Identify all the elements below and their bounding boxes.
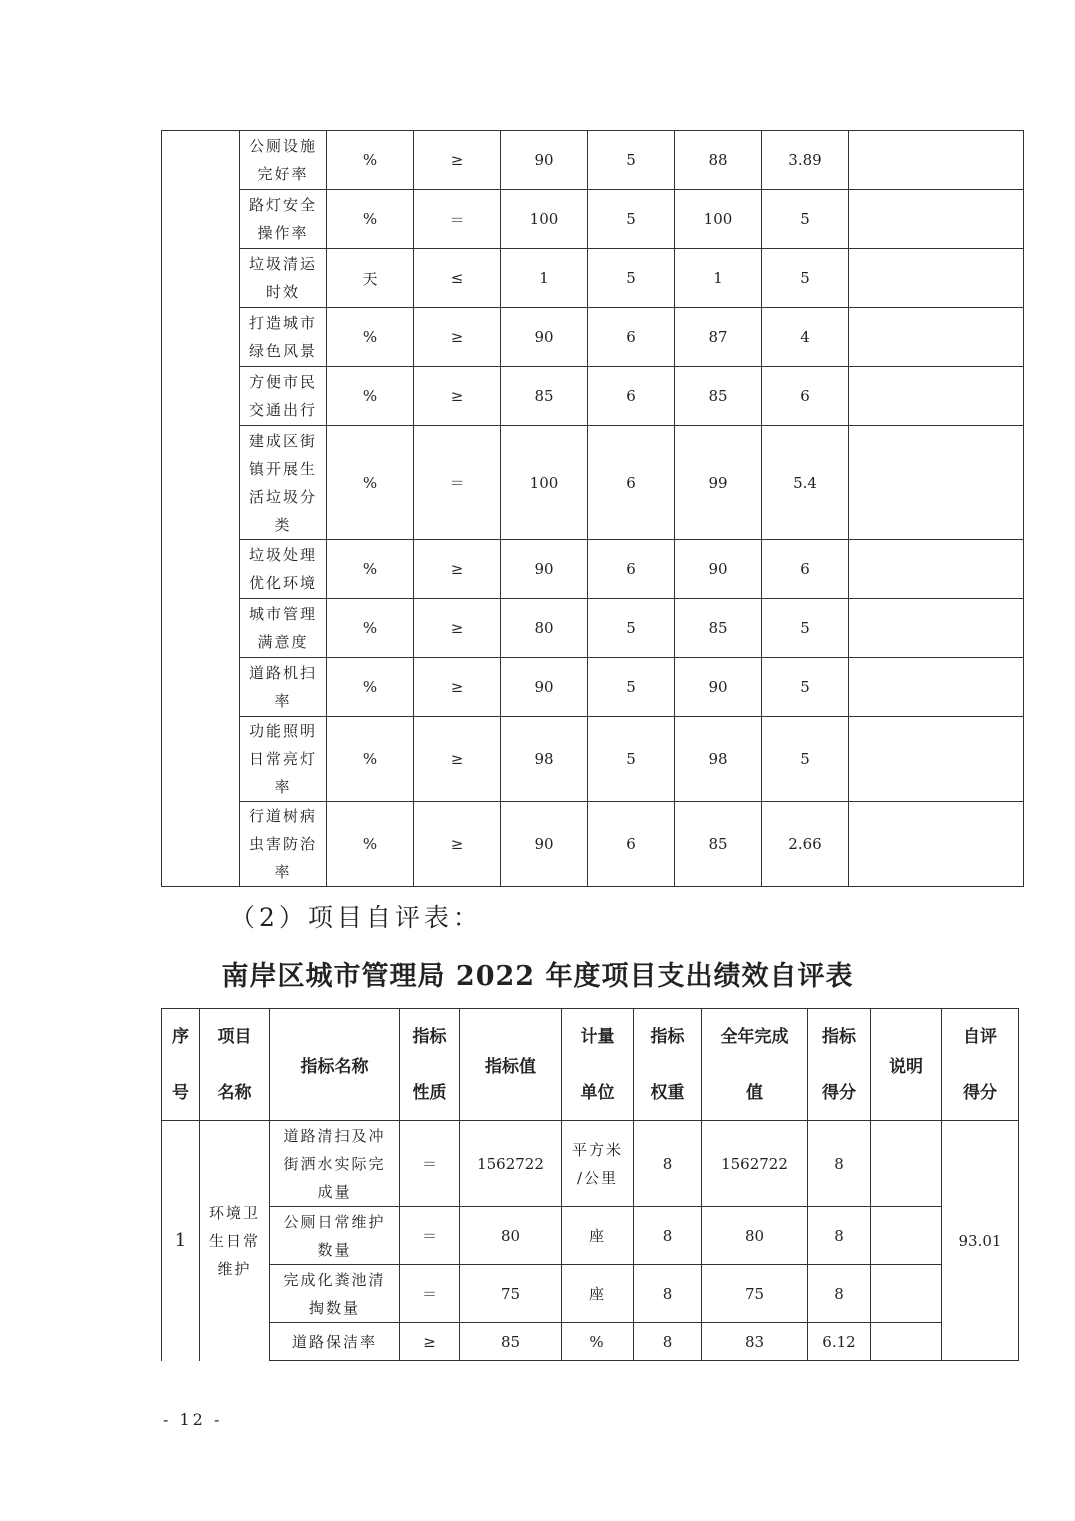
note-cell (849, 658, 1024, 717)
operator-cell: ≥ (414, 540, 501, 599)
cell-line: /公里 (576, 1168, 619, 1187)
indicator-value-cell: 1562722 (460, 1121, 562, 1207)
remark-cell (871, 1207, 942, 1265)
cell-line: 完好率 (257, 165, 309, 183)
header-project-name: 项目 名称 (200, 1009, 270, 1121)
unit-cell: % (327, 658, 414, 717)
unit-cell (562, 1265, 634, 1323)
note-cell (849, 131, 1024, 190)
unit-cell: % (327, 190, 414, 249)
cell-line: 日常亮灯 (248, 750, 317, 768)
operator-cell: ≥ (414, 308, 501, 367)
category-cell (162, 131, 240, 887)
operator-cell: ＝ (414, 426, 501, 540)
cell-line: 虫害防治 (248, 835, 317, 853)
cell-line: 数量 (317, 1240, 352, 1259)
target-value-cell: 90 (501, 658, 588, 717)
cell-line: 环境卫 (208, 1203, 260, 1222)
table-row (162, 308, 1024, 367)
unit-cell: % (327, 540, 414, 599)
score-cell: 5.4 (762, 426, 849, 540)
weight-cell: 6 (588, 802, 675, 887)
indicator-name-cell (240, 131, 327, 190)
note-cell (849, 249, 1024, 308)
cell-line: 交通出行 (248, 401, 317, 419)
table-row (162, 1265, 1019, 1323)
header-indicator-name: 指标名称 (270, 1009, 400, 1121)
cell-line: 镇开展生 (248, 459, 317, 478)
cell-line: 垃圾清运 (248, 255, 317, 273)
indicator-table-body (162, 131, 1024, 887)
score-cell: 3.89 (762, 131, 849, 190)
table-row (162, 249, 1024, 308)
note-cell (849, 802, 1024, 887)
operator-cell: ≥ (414, 599, 501, 658)
table-row (162, 1121, 1019, 1207)
cell-line: 公厕设施 (248, 137, 317, 155)
table-row (162, 599, 1024, 658)
indicator-type-cell: ＝ (400, 1207, 460, 1265)
actual-value-cell: 90 (675, 540, 762, 599)
indicator-score-cell: 8 (808, 1265, 871, 1323)
cell-line: 垃圾处理 (248, 546, 317, 564)
indicator-name-cell (240, 599, 327, 658)
header-remark: 说明 (871, 1009, 942, 1121)
unit-cell (562, 1121, 634, 1207)
indicator-value-cell: 80 (460, 1207, 562, 1265)
header-row (162, 1009, 1019, 1121)
header-indicator-value: 指标值 (460, 1009, 562, 1121)
target-value-cell: 90 (501, 131, 588, 190)
cell-line: 时效 (265, 283, 300, 301)
indicator-name-cell (240, 308, 327, 367)
cell-line: 行道树病 (248, 807, 317, 825)
target-value-cell: 80 (501, 599, 588, 658)
indicator-name-cell (240, 367, 327, 426)
header-indicator-type: 指标 性质 (400, 1009, 460, 1121)
indicator-name-cell (270, 1265, 400, 1323)
weight-cell: 5 (588, 190, 675, 249)
score-cell: 5 (762, 190, 849, 249)
weight-cell: 6 (588, 308, 675, 367)
note-cell (849, 308, 1024, 367)
score-cell: 6 (762, 367, 849, 426)
cell-line: 完成化粪池清 (283, 1270, 386, 1289)
annual-actual-cell: 1562722 (702, 1121, 808, 1207)
unit-cell: % (327, 426, 414, 540)
cell-line: 建成区街 (248, 431, 317, 450)
unit-cell: % (327, 367, 414, 426)
table-row (162, 802, 1024, 887)
cell-line: 生日常 (208, 1231, 260, 1250)
cell-line: 成量 (317, 1182, 352, 1201)
annual-actual-cell: 80 (702, 1207, 808, 1265)
header-indicator-score: 指标 得分 (808, 1009, 871, 1121)
cell-line: % (589, 1332, 606, 1351)
actual-value-cell: 90 (675, 658, 762, 717)
weight-cell: 5 (588, 249, 675, 308)
header-seq: 序 号 (162, 1009, 200, 1121)
actual-value-cell: 1 (675, 249, 762, 308)
weight-cell: 8 (634, 1323, 702, 1361)
operator-cell: ≥ (414, 367, 501, 426)
indicator-score-cell: 6.12 (808, 1323, 871, 1361)
cell-line: 座 (588, 1226, 606, 1245)
table-row (162, 190, 1024, 249)
header-annual-actual: 全年完成 值 (702, 1009, 808, 1121)
indicator-score-cell: 8 (808, 1207, 871, 1265)
remark-cell (871, 1323, 942, 1361)
unit-cell (562, 1323, 634, 1361)
weight-cell: 5 (588, 131, 675, 190)
unit-cell: % (327, 802, 414, 887)
indicator-name-cell (270, 1121, 400, 1207)
cell-line: 路灯安全 (248, 196, 317, 214)
indicator-name-cell (270, 1207, 400, 1265)
cell-line: 绿色风景 (248, 342, 317, 360)
cell-line: 座 (588, 1284, 606, 1303)
unit-cell: % (327, 308, 414, 367)
weight-cell: 6 (588, 367, 675, 426)
table-row (162, 1323, 1019, 1361)
actual-value-cell: 85 (675, 802, 762, 887)
weight-cell: 8 (634, 1207, 702, 1265)
unit-cell: % (327, 599, 414, 658)
weight-cell: 8 (634, 1265, 702, 1323)
indicator-name-cell (240, 190, 327, 249)
score-cell: 6 (762, 540, 849, 599)
cell-line: 率 (274, 863, 292, 881)
cell-line: 打造城市 (248, 314, 317, 332)
cell-line: 道路机扫 (248, 664, 317, 682)
indicator-name-cell (240, 540, 327, 599)
unit-cell: 天 (327, 249, 414, 308)
score-cell: 5 (762, 658, 849, 717)
indicator-table-continued (161, 130, 1024, 887)
indicator-value-cell: 85 (460, 1323, 562, 1361)
table-title: 南岸区城市管理局 2022 年度项目支出绩效自评表 (221, 961, 854, 992)
indicator-name-cell (240, 658, 327, 717)
table-row (162, 426, 1024, 540)
table-row (162, 540, 1024, 599)
cell-line: 城市管理 (248, 605, 317, 623)
note-cell (849, 190, 1024, 249)
table-row (162, 131, 1024, 190)
unit-cell: % (327, 131, 414, 190)
indicator-type-cell: ＝ (400, 1121, 460, 1207)
weight-cell: 8 (634, 1121, 702, 1207)
operator-cell: ≤ (414, 249, 501, 308)
weight-cell: 6 (588, 426, 675, 540)
section-subheading: （2）项目自评表： (230, 903, 482, 932)
annual-actual-cell: 75 (702, 1265, 808, 1323)
score-cell: 5 (762, 249, 849, 308)
indicator-value-cell: 75 (460, 1265, 562, 1323)
note-cell (849, 717, 1024, 802)
indicator-name-cell (270, 1323, 400, 1361)
table-row (162, 1207, 1019, 1265)
indicator-score-cell: 8 (808, 1121, 871, 1207)
cell-line: 功能照明 (248, 722, 317, 740)
cell-line: 满意度 (257, 633, 309, 651)
score-cell: 5 (762, 599, 849, 658)
actual-value-cell: 98 (675, 717, 762, 802)
operator-cell: ≥ (414, 802, 501, 887)
header-unit: 计量 单位 (562, 1009, 634, 1121)
target-value-cell: 100 (501, 190, 588, 249)
indicator-name-cell (240, 717, 327, 802)
target-value-cell: 90 (501, 540, 588, 599)
cell-line: 街洒水实际完 (283, 1154, 386, 1173)
unit-cell: % (327, 717, 414, 802)
indicator-name-cell (240, 249, 327, 308)
actual-value-cell: 85 (675, 599, 762, 658)
table-row (162, 658, 1024, 717)
cell-line: 方便市民 (248, 373, 317, 391)
cell-line: 类 (274, 515, 292, 534)
cell-line: 率 (274, 778, 292, 796)
cell-line: 道路清扫及冲 (283, 1126, 386, 1145)
operator-cell: ≥ (414, 717, 501, 802)
operator-cell: ＝ (414, 190, 501, 249)
weight-cell: 6 (588, 540, 675, 599)
annual-actual-cell: 83 (702, 1323, 808, 1361)
weight-cell: 5 (588, 658, 675, 717)
cell-line: 优化环境 (248, 574, 317, 592)
header-weight: 指标 权重 (634, 1009, 702, 1121)
weight-cell: 5 (588, 599, 675, 658)
note-cell (849, 540, 1024, 599)
table-row (162, 717, 1024, 802)
self-evaluation-table (161, 1008, 1019, 1361)
note-cell (849, 426, 1024, 540)
project-name-cell (200, 1121, 270, 1361)
page-number: - 12 - (163, 1410, 223, 1429)
cell-line: 平方米 (571, 1140, 623, 1159)
operator-cell: ≥ (414, 131, 501, 190)
indicator-type-cell: ＝ (400, 1265, 460, 1323)
target-value-cell: 98 (501, 717, 588, 802)
cell-line: 维护 (217, 1259, 252, 1278)
score-cell: 2.66 (762, 802, 849, 887)
remark-cell (871, 1121, 942, 1207)
actual-value-cell: 99 (675, 426, 762, 540)
table-row (162, 367, 1024, 426)
seq-cell: 1 (162, 1121, 200, 1361)
self-evaluation-body (162, 1121, 1019, 1361)
cell-line: 率 (274, 692, 292, 710)
target-value-cell: 100 (501, 426, 588, 540)
operator-cell: ≥ (414, 658, 501, 717)
note-cell (849, 599, 1024, 658)
score-cell: 4 (762, 308, 849, 367)
note-cell (849, 367, 1024, 426)
target-value-cell: 1 (501, 249, 588, 308)
indicator-name-cell (240, 802, 327, 887)
actual-value-cell: 85 (675, 367, 762, 426)
remark-cell (871, 1265, 942, 1323)
cell-line: 道路保洁率 (291, 1332, 377, 1351)
score-cell: 5 (762, 717, 849, 802)
indicator-type-cell: ≥ (400, 1323, 460, 1361)
weight-cell: 5 (588, 717, 675, 802)
cell-line: 活垃圾分 (248, 487, 317, 506)
target-value-cell: 90 (501, 308, 588, 367)
actual-value-cell: 88 (675, 131, 762, 190)
target-value-cell: 85 (501, 367, 588, 426)
cell-line: 掏数量 (308, 1298, 360, 1317)
actual-value-cell: 87 (675, 308, 762, 367)
cell-line: 操作率 (257, 224, 309, 242)
unit-cell (562, 1207, 634, 1265)
actual-value-cell: 100 (675, 190, 762, 249)
target-value-cell: 90 (501, 802, 588, 887)
header-self-score: 自评 得分 (942, 1009, 1019, 1121)
indicator-name-cell (240, 426, 327, 540)
cell-line: 公厕日常维护 (283, 1212, 386, 1231)
self-score-cell: 93.01 (942, 1121, 1019, 1361)
